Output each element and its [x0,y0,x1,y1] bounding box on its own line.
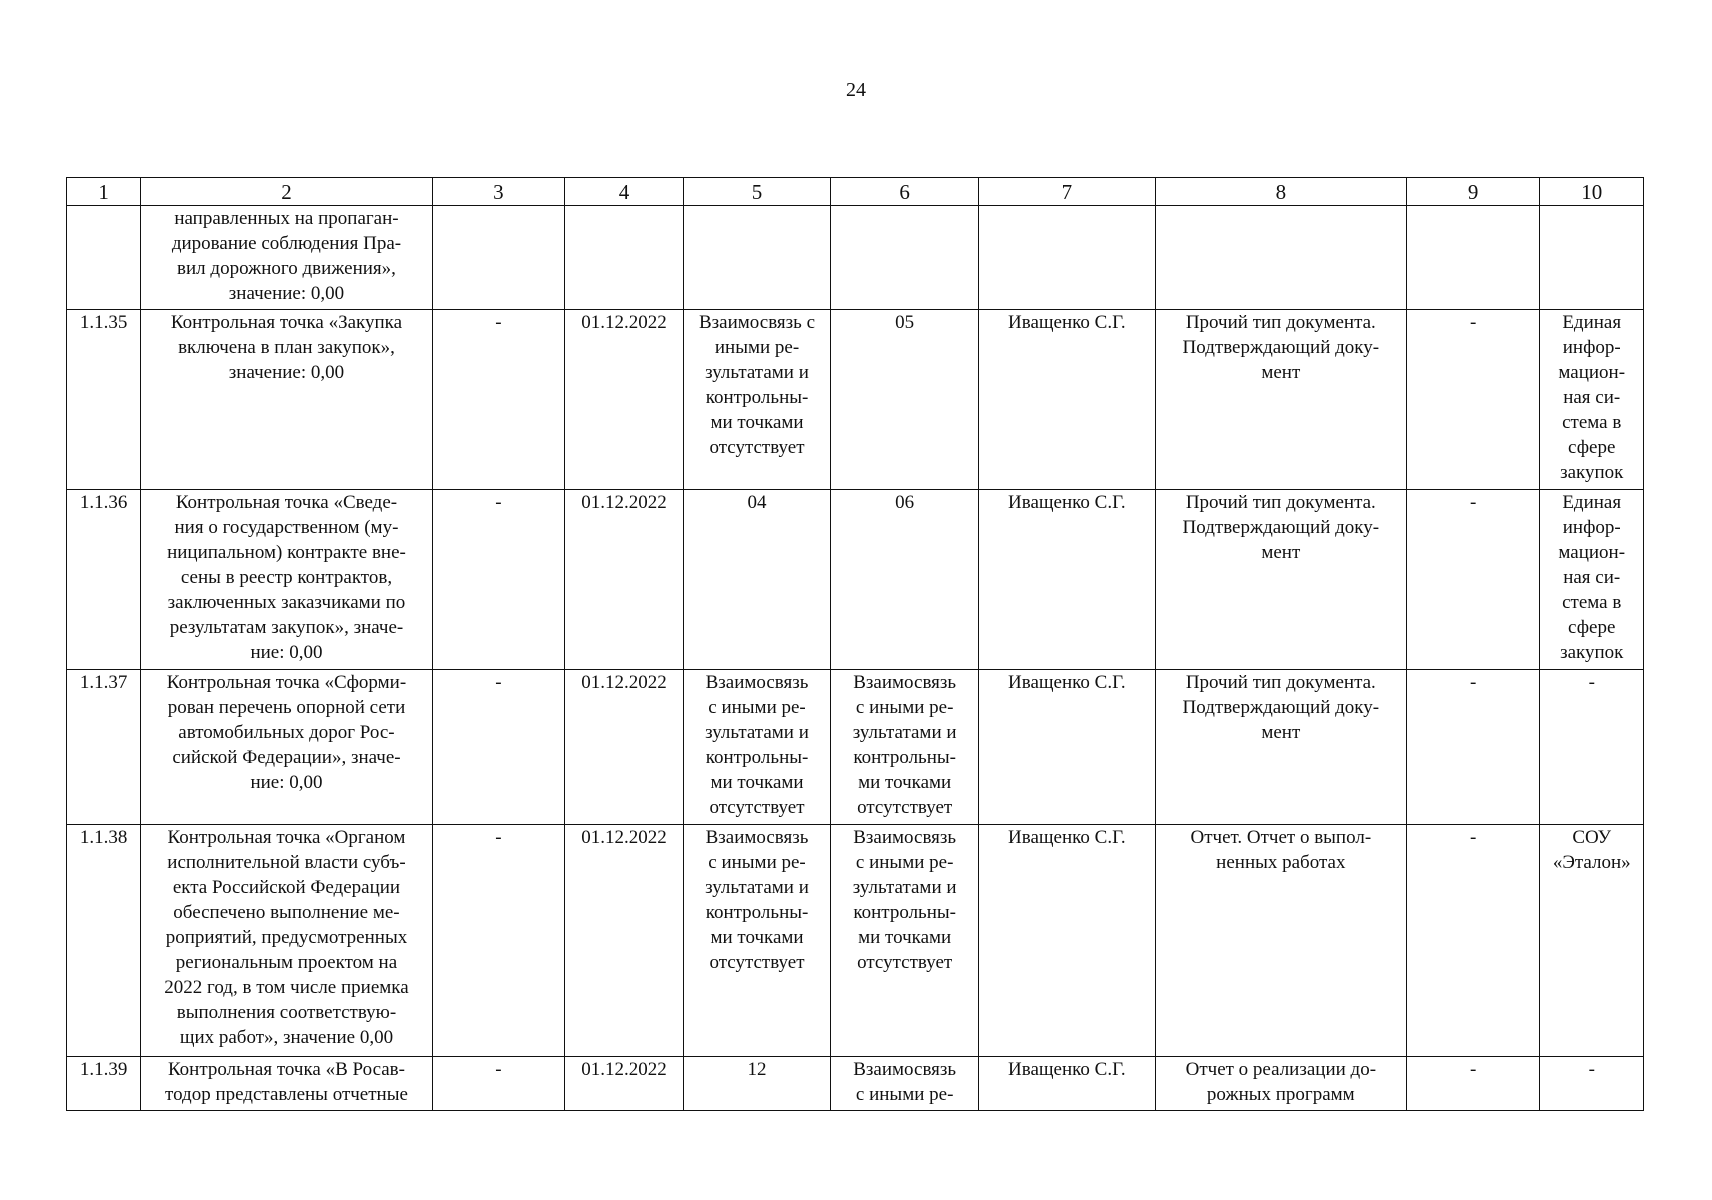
control-point-cell: Контрольная точка «Сведе- ния о государственном (му- ниципальном) контракте вне- сены в реестр контрактов, заключенных заказчиками по результатам закупок», значе- ние: 0,00 [141,490,432,670]
table-cell: - [1406,490,1540,670]
table-row [67,310,1644,490]
table-cell: Взаимосвязь с иными ре- зультатами и контрольны- ми точками отсутствует [683,310,831,490]
table-cell: 12 [683,1057,831,1111]
table-row [67,1057,1644,1111]
column-header: 9 [1406,178,1540,206]
document-type-cell: Прочий тип документа. Подтверждающий доку- мент [1155,310,1406,490]
info-system-cell: Единая инфор- мацион- ная си- стема в сфере закупок [1540,310,1644,490]
row-number-cell: 1.1.36 [67,490,141,670]
info-system-cell: - [1540,670,1644,825]
date-cell: 01.12.2022 [565,1057,684,1111]
column-header: 2 [141,178,432,206]
control-point-cell: Контрольная точка «Закупка включена в план закупок», значение: 0,00 [141,310,432,490]
table-cell: - [432,310,565,490]
document-type-cell: Отчет о реализации до- рожных программ [1155,1057,1406,1111]
control-point-cell: Контрольная точка «В Росав- тодор представлены отчетные [141,1057,432,1111]
header-row [67,178,1644,206]
responsible-cell: Иващенко С.Г. [978,1057,1155,1111]
document-type-cell [1155,206,1406,310]
row-number-cell: 1.1.39 [67,1057,141,1111]
date-cell: 01.12.2022 [565,825,684,1057]
info-system-cell: Единая инфор- мацион- ная си- стема в сфере закупок [1540,490,1644,670]
table-cell: Взаимосвязь с иными ре- зультатами и контрольны- ми точками отсутствует [683,670,831,825]
table-cell: - [1406,310,1540,490]
table-cell: - [1406,1057,1540,1111]
document-type-cell: Прочий тип документа. Подтверждающий доку- мент [1155,670,1406,825]
control-point-cell: направленных на пропаган- дирование соблюдения Пра- вил дорожного движения», значение: 0,00 [141,206,432,310]
control-point-cell: Контрольная точка «Сформи- рован перечень опорной сети автомобильных дорог Рос- сийской Федерации», значе- ние: 0,00 [141,670,432,825]
table-cell [831,206,979,310]
column-header: 8 [1155,178,1406,206]
table-cell: 05 [831,310,979,490]
responsible-cell: Иващенко С.Г. [978,310,1155,490]
date-cell: 01.12.2022 [565,670,684,825]
table-cell: Взаимосвязь с иными ре- зультатами и контрольны- ми точками отсутствует [831,670,979,825]
info-system-cell [1540,206,1644,310]
column-header: 3 [432,178,565,206]
column-header: 7 [978,178,1155,206]
table-cell: - [432,490,565,670]
responsible-cell: Иващенко С.Г. [978,490,1155,670]
info-system-cell: - [1540,1057,1644,1111]
table-cell: - [1406,825,1540,1057]
table-cell: Взаимосвязь с иными ре- зультатами и контрольны- ми точками отсутствует [831,825,979,1057]
table-row [67,670,1644,825]
column-header: 10 [1540,178,1644,206]
date-cell: 01.12.2022 [565,310,684,490]
data-table [66,177,1644,1111]
control-point-cell: Контрольная точка «Органом исполнительной власти субъ- екта Российской Федерации обеспечено выполнение ме- роприятий, предусмотренных региональным проектом на 2022 год, в том числе приемка выполнения соответствую- щих работ», значение 0,00 [141,825,432,1057]
column-header: 1 [67,178,141,206]
column-header: 4 [565,178,684,206]
row-number-cell: 1.1.38 [67,825,141,1057]
row-number-cell: 1.1.35 [67,310,141,490]
responsible-cell [978,206,1155,310]
column-header: 6 [831,178,979,206]
table-cell [683,206,831,310]
document-type-cell: Отчет. Отчет о выпол- ненных работах [1155,825,1406,1057]
date-cell [565,206,684,310]
table-cell: - [432,825,565,1057]
table-cell: - [432,1057,565,1111]
responsible-cell: Иващенко С.Г. [978,825,1155,1057]
date-cell: 01.12.2022 [565,490,684,670]
table-cell: Взаимосвязь с иными ре- зультатами и контрольны- ми точками отсутствует [683,825,831,1057]
row-number-cell [67,206,141,310]
responsible-cell: Иващенко С.Г. [978,670,1155,825]
info-system-cell: СОУ «Эталон» [1540,825,1644,1057]
table-cell: 06 [831,490,979,670]
table-row [67,490,1644,670]
table-cell: - [432,670,565,825]
table-cell: 04 [683,490,831,670]
column-header: 5 [683,178,831,206]
table-row [67,825,1644,1057]
table-cell [1406,206,1540,310]
row-number-cell: 1.1.37 [67,670,141,825]
table-cell: Взаимосвязь с иными ре- [831,1057,979,1111]
table-row [67,206,1644,310]
page-number: 24 [846,79,866,101]
table-cell: - [1406,670,1540,825]
table-cell [432,206,565,310]
document-type-cell: Прочий тип документа. Подтверждающий доку- мент [1155,490,1406,670]
